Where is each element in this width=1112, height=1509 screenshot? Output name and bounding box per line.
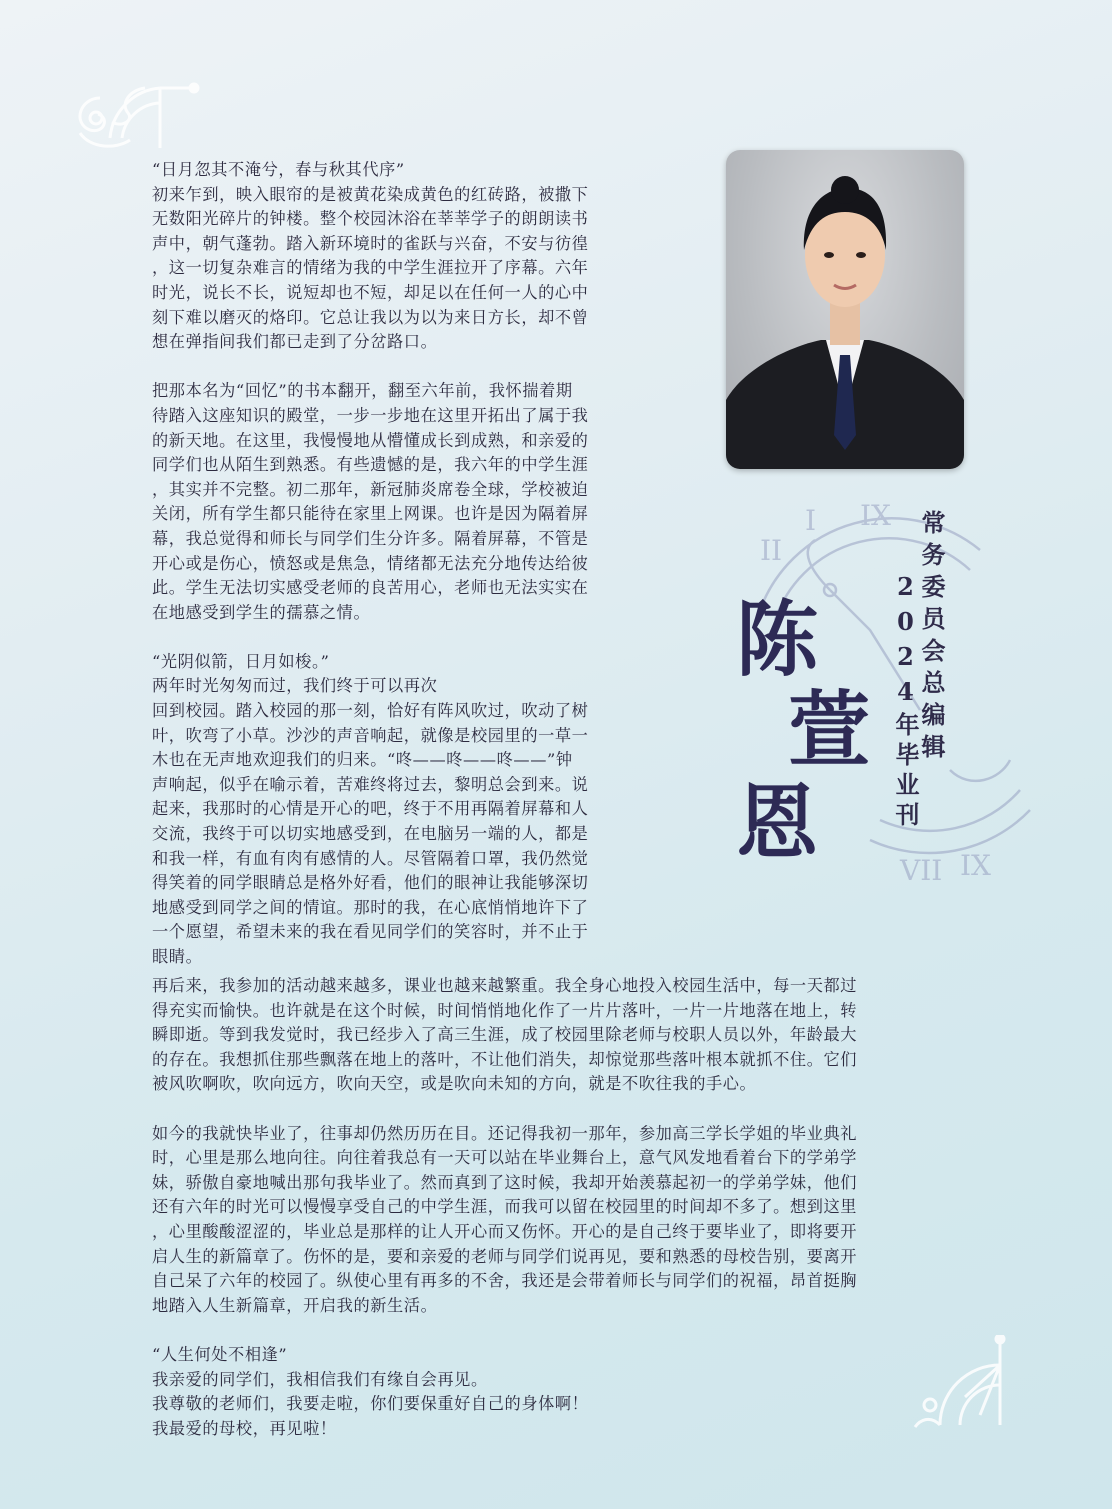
text-line: 把那本名为“回忆”的书本翻开，翻至六年前，我怀揣着期	[152, 381, 573, 401]
paragraph	[152, 379, 692, 625]
text-line: 时光，说长不长，说短却也不短，却足以在任何一人的心中	[152, 282, 589, 302]
text-line: 木也在无声地欢迎我们的归来。“咚——咚——咚——”钟	[152, 750, 573, 770]
text-line: 得笑着的同学眼睛总是格外好看，他们的眼神让我能够深切	[152, 873, 589, 893]
text-line: “日月忽其不淹兮，春与秋其代序”	[152, 160, 405, 179]
text-line: 再后来，我参加的活动越来越多，课业也越来越繁重。我全身心地投入校园生活中，每一天都过	[152, 976, 858, 995]
text-line: 瞬即逝。等到我发觉时，我已经步入了高三生涯，成了校园里除老师与校职人员以外，年龄最大	[152, 1025, 858, 1045]
portrait-photo	[726, 150, 964, 469]
text-line: “光阴似箭，日月如梭。”	[152, 651, 330, 671]
text-line: 眼睛。	[152, 947, 203, 966]
text-line: 的存在。我想抓住那些飘落在地上的落叶，不让他们消失，却惊觉那些落叶根本就抓不住。它们	[152, 1049, 858, 1069]
paragraph	[152, 158, 692, 355]
paragraph	[152, 974, 1012, 1097]
svg-text:IX: IX	[860, 499, 891, 532]
text-line: 地感受到同学之间的情谊。那时的我，在心底悄悄地许下了	[152, 897, 589, 917]
upper-text-column	[152, 158, 692, 994]
svg-text:II: II	[760, 534, 783, 567]
text-line: 我最爱的母校，再见啦！	[152, 1418, 337, 1438]
svg-text:IX: IX	[960, 849, 991, 882]
name-char-2: 萱	[788, 682, 871, 778]
paragraph	[152, 650, 692, 970]
text-line: 起来，我那时的心情是开心的吧，终于不用再隔着屏幕和人	[152, 799, 589, 819]
text-line: 地踏入人生新篇章，开启我的新生活。	[152, 1295, 438, 1315]
text-line: “人生何处不相逢”	[152, 1344, 288, 1364]
text-line: 声中，朝气蓬勃。踏入新环境时的雀跃与兴奋，不安与彷徨	[152, 233, 589, 253]
corner-ornament-icon	[60, 78, 200, 163]
portrait-icon	[726, 150, 964, 469]
paragraph	[152, 1122, 1012, 1319]
text-line: 和我一样，有血有肉有感情的人。尽管隔着口罩，我仍然觉	[152, 848, 589, 868]
text-line: 自己呆了六年的校园了。纵使心里有再多的不舍，我还是会带着师长与同学们的祝福，昂首挺胸	[152, 1271, 858, 1291]
text-line: 想在弹指间我们都已走到了分岔路口。	[152, 332, 438, 352]
text-line: 的新天地。在这里，我慢慢地从懵懂成长到成熟，和亲爱的	[152, 430, 589, 450]
text-line: 得充实而愉快。也许就是在这个时候，时间悄悄地化作了一片片落叶，一片一片地落在地上，转	[152, 1000, 858, 1020]
text-line: 在地感受到学生的孺慕之情。	[152, 602, 371, 622]
text-line: 妹，骄傲自豪地喊出那句我毕业了。然而真到了这时候，我却开始羡慕起初一的学弟学妹，他们	[152, 1172, 858, 1192]
text-line: 两年时光匆匆而过，我们终于可以再次	[152, 676, 438, 696]
text-line: 启人生的新篇章了。伤怀的是，要和亲爱的老师与同学们说再见，要和熟悉的母校告别，要离开	[152, 1246, 858, 1266]
text-line: 无数阳光碎片的钟楼。整个校园沐浴在莘莘学子的朗朗读书	[152, 209, 589, 229]
text-line: 叶，吹弯了小草。沙沙的声音响起，就像是校园里的一草一	[152, 725, 589, 745]
text-line: ，心里酸酸涩涩的，毕业总是那样的让人开心而又伤怀。开心的是自己终于要毕业了，即将要开	[152, 1221, 858, 1241]
text-line: 还有六年的时光可以慢慢享受自己的中学生涯，而我可以留在校园里的时间却不多了。想到这里	[152, 1197, 858, 1217]
text-line: 回到校园。踏入校园的那一刻，恰好有阵风吹过，吹动了树	[152, 701, 589, 721]
text-line: 声响起，似乎在喻示着，苦难终将过去，黎明总会到来。说	[152, 774, 589, 794]
text-line: 交流，我终于可以切实地感受到，在电脑另一端的人，都是	[152, 824, 589, 844]
text-line: 一个愿望，希望未来的我在看见同学们的笑容时，并不止于	[152, 922, 589, 942]
text-line: ，其实并不完整。初二那年，新冠肺炎席卷全球，学校被迫	[152, 479, 589, 499]
text-line: 此。学生无法切实感受老师的良苦用心，老师也无法实实在	[152, 578, 589, 598]
svg-text:I: I	[805, 504, 817, 537]
text-line: 待踏入这座知识的殿堂，一步一步地在这里开拓出了属于我	[152, 405, 589, 425]
text-line: 我尊敬的老师们，我要走啦，你们要保重好自己的身体啊！	[152, 1394, 589, 1414]
name-char-3: 恩	[736, 775, 819, 871]
lower-text-column	[152, 974, 1012, 1466]
text-line: 同学们也从陌生到熟悉。有些遗憾的是，我六年的中学生涯	[152, 455, 589, 475]
role-title: 常务委员会总编辑	[917, 510, 946, 766]
text-line: 时，心里是那么地向往。向往着我总有一天可以站在毕业舞台上，意气风发地看着台下的学弟学	[152, 1148, 858, 1168]
text-line: 如今的我就快毕业了，往事却仍然历历在目。还记得我初一那年，参加高三学长学姐的毕业典礼	[152, 1123, 858, 1143]
svg-text:VII: VII	[900, 854, 943, 887]
text-line: 被风吹啊吹，吹向远方，吹向天空，或是吹向未知的方向，就是不吹往我的手心。	[152, 1074, 757, 1094]
text-line: 初来乍到，映入眼帘的是被黄花染成黄色的红砖路，被撒下	[152, 184, 589, 204]
paragraph	[152, 1343, 1012, 1441]
text-line: 我亲爱的同学们，我相信我们有缘自会再见。	[152, 1369, 488, 1389]
yearbook-subtitle: 2024年毕业刊	[891, 572, 920, 832]
text-line: 刻下难以磨灭的烙印。它总让我以为以为来日方长，却不曾	[152, 307, 589, 327]
text-line: 关闭，所有学生都只能待在家里上网课。也许是因为隔着屏	[152, 504, 589, 524]
name-char-1: 陈	[736, 592, 819, 688]
text-line: ，这一切复杂难言的情绪为我的中学生涯拉开了序幕。六年	[152, 258, 589, 278]
text-line: 开心或是伤心，愤怒或是焦急，情绪都无法充分地传达给彼	[152, 553, 589, 573]
text-line: 幕，我总觉得和师长与同学们生分许多。隔着屏幕，不管是	[152, 528, 589, 548]
